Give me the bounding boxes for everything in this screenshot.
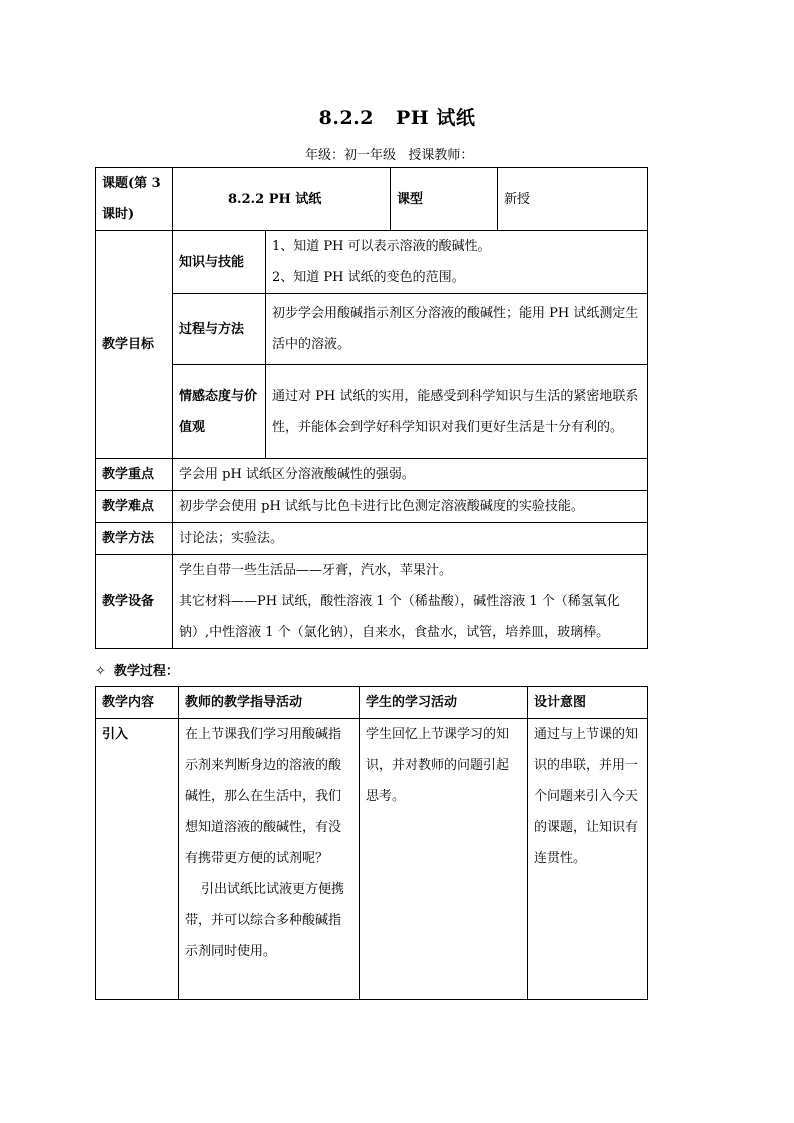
header-teacher: 教师的教学指导活动 bbox=[179, 687, 360, 719]
type-label: 课型 bbox=[391, 168, 498, 231]
difficulty-row bbox=[96, 491, 648, 523]
title-text: PH 试纸 bbox=[396, 107, 476, 129]
process-header-row bbox=[96, 687, 648, 719]
goal-process-label: 过程与方法 bbox=[173, 294, 266, 365]
teacher-para-1: 在上节课我们学习用酸碱指示剂来判断身边的溶液的酸碱性，那么在生活中，我们想知道溶液的酸碱性，有没有携带更方便的试剂呢？ bbox=[185, 727, 342, 866]
row-content: 引入 bbox=[96, 719, 179, 1000]
diamond-bullet-icon: ✧ bbox=[95, 664, 106, 679]
teacher-text: 授课教师： bbox=[408, 148, 474, 163]
goal-emotion-row bbox=[96, 365, 648, 459]
goal-knowledge-item-1: 1、知道 PH 可以表示溶液的酸碱性。 bbox=[272, 239, 491, 254]
goals-label: 教学目标 bbox=[96, 231, 173, 459]
process-row-intro bbox=[96, 719, 648, 1000]
difficulty-text: 初步学会使用 pH 试纸与比色卡进行比色测定溶液酸碱度的实验技能。 bbox=[173, 491, 648, 523]
header-intent: 设计意图 bbox=[528, 687, 648, 719]
title-number: 8.2.2 bbox=[318, 107, 375, 129]
goal-process-row bbox=[96, 294, 648, 365]
topic-label: 课题(第 3 课时) bbox=[96, 168, 173, 231]
equipment-label: 教学设备 bbox=[96, 555, 173, 649]
key-point-row bbox=[96, 459, 648, 491]
key-point-label: 教学重点 bbox=[96, 459, 173, 491]
row-teacher-cell bbox=[179, 719, 360, 1000]
method-text: 讨论法；实验法。 bbox=[173, 523, 648, 555]
goal-knowledge-cell bbox=[266, 231, 648, 294]
goal-process-text: 初步学会用酸碱指示剂区分溶液的酸碱性；能用 PH 试纸测定生活中的溶液。 bbox=[266, 294, 648, 365]
teacher-para-2: 引出试纸比试液更方便携带，并可以综合多种酸碱指示剂同时使用。 bbox=[185, 882, 345, 959]
row-student: 学生回忆上节课学习的知识，并对教师的问题引起思考。 bbox=[360, 719, 528, 1000]
header-student: 学生的学习活动 bbox=[360, 687, 528, 719]
page-title bbox=[0, 103, 794, 130]
equipment-line-1: 学生自带一些生活品——牙膏，汽水，苹果汁。 bbox=[179, 563, 453, 578]
header-content: 教学内容 bbox=[96, 687, 179, 719]
teaching-process-table bbox=[95, 686, 648, 1000]
process-section-heading bbox=[95, 660, 179, 679]
goal-knowledge-label: 知识与技能 bbox=[173, 231, 266, 294]
difficulty-label: 教学难点 bbox=[96, 491, 173, 523]
topic-value: 8.2.2 PH 试纸 bbox=[173, 168, 391, 231]
grade-text: 年级：初一年级 bbox=[305, 148, 397, 163]
topic-row bbox=[96, 168, 648, 231]
lesson-info-table bbox=[95, 167, 648, 649]
process-section-title: 教学过程： bbox=[113, 664, 179, 679]
method-row bbox=[96, 523, 648, 555]
goal-knowledge-row bbox=[96, 231, 648, 294]
goal-knowledge-item-2: 2、知道 PH 试纸的变色的范围。 bbox=[272, 270, 465, 285]
row-intent: 通过与上节课的知识的串联，并用一个问题来引入今天的课题，让知识有连贯性。 bbox=[528, 719, 648, 1000]
type-value: 新授 bbox=[498, 168, 648, 231]
equipment-cell bbox=[173, 555, 648, 649]
method-label: 教学方法 bbox=[96, 523, 173, 555]
goal-emotion-label: 情感态度与价值观 bbox=[173, 365, 266, 459]
equipment-line-2: 其它材料——PH 试纸，酸性溶液 1 个（稀盐酸），碱性溶液 1 个（稀氢氧化钠）,中性溶液 1 个（氯化钠），自来水，食盐水，试管，培养皿，玻璃棒。 bbox=[179, 594, 620, 640]
meta-line bbox=[305, 144, 473, 163]
goal-emotion-text: 通过对 PH 试纸的实用，能感受到科学知识与生活的紧密地联系性，并能体会到学好科学知识对我们更好生活是十分有利的。 bbox=[266, 365, 648, 459]
equipment-row bbox=[96, 555, 648, 649]
key-point-text: 学会用 pH 试纸区分溶液酸碱性的强弱。 bbox=[173, 459, 648, 491]
